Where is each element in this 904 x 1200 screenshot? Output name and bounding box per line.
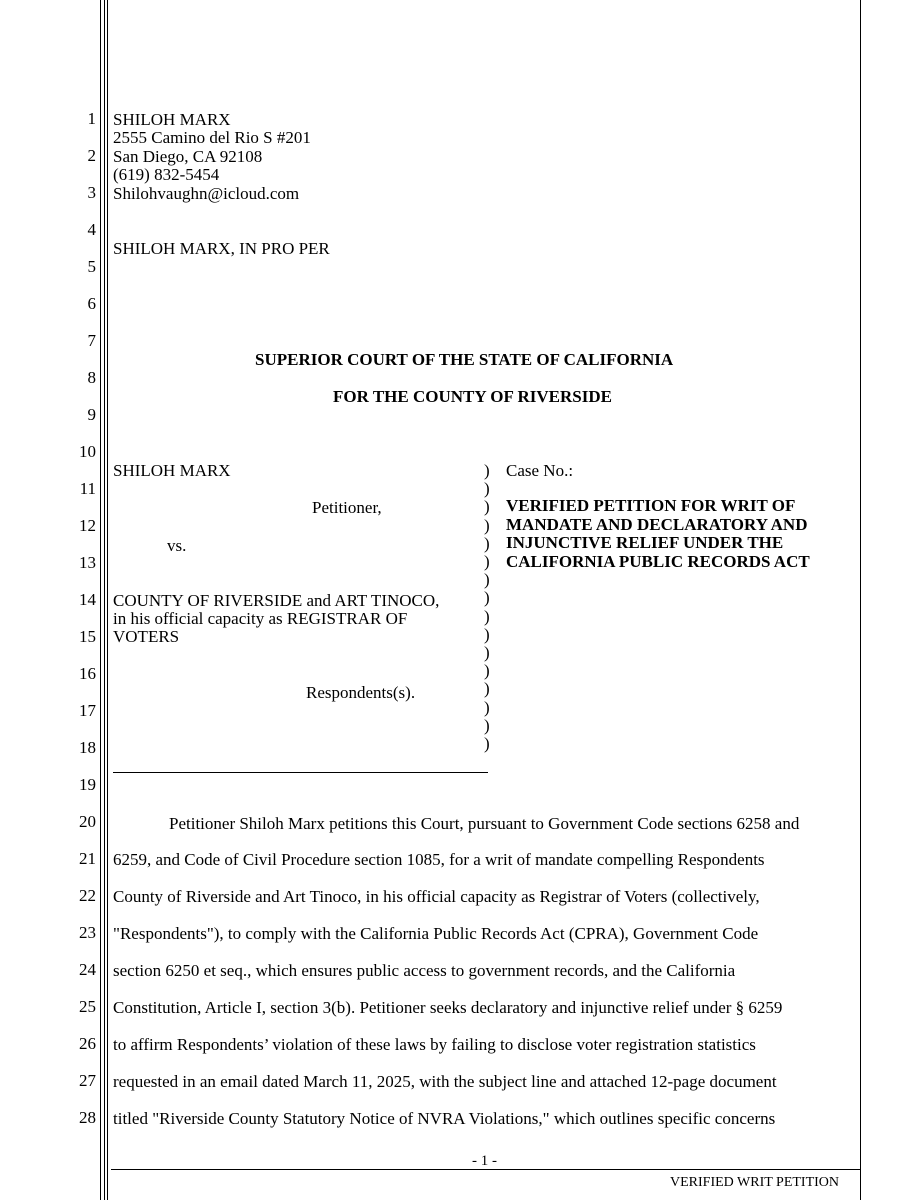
line-number: 28	[79, 1108, 96, 1127]
respondent-line-1: COUNTY OF RIVERSIDE and ART TINOCO,	[113, 591, 440, 610]
court-county: FOR THE COUNTY OF RIVERSIDE	[333, 387, 612, 406]
line-number: 2	[87, 146, 96, 165]
body-line: "Respondents"), to comply with the California Public Records Act (CPRA), Government Code	[113, 924, 759, 943]
case-number-label: Case No.:	[506, 461, 574, 480]
body-line: 6259, and Code of Civil Procedure section 1085, for a writ of mandate compelling Respondents	[113, 850, 765, 869]
line-number: 5	[87, 257, 96, 276]
line-number: 9	[87, 405, 96, 424]
body-line: section 6250 et seq., which ensures public access to government records, and the California	[113, 961, 736, 980]
line-number: 26	[79, 1034, 96, 1053]
line-number: 13	[79, 553, 96, 572]
header-name: SHILOH MARX	[113, 110, 231, 129]
page-number: - 1 -	[472, 1153, 497, 1169]
line-number: 12	[79, 516, 96, 535]
line-number: 17	[79, 701, 96, 720]
line-number: 14	[79, 590, 96, 609]
line-number: 23	[79, 923, 96, 942]
header-address-line-1: 2555 Camino del Rio S #201	[113, 128, 311, 147]
body-line: Constitution, Article I, section 3(b). Petitioner seeks declaratory and injunctive relief under § 6259	[113, 998, 783, 1017]
right-margin-rule	[860, 0, 861, 1200]
line-number: 6	[87, 294, 96, 313]
header-pro-per: SHILOH MARX, IN PRO PER	[113, 239, 330, 258]
line-number: 18	[79, 738, 96, 757]
respondent-line-2: in his official capacity as REGISTRAR OF	[113, 609, 408, 628]
line-number: 27	[79, 1071, 96, 1090]
line-number: 10	[79, 442, 96, 461]
petition-title-line: MANDATE AND DECLARATORY AND	[506, 514, 808, 534]
petitioner-label: Petitioner,	[312, 498, 382, 517]
left-margin-rule-3	[107, 0, 108, 1200]
versus-label: vs.	[167, 536, 187, 555]
line-number: 25	[79, 997, 96, 1016]
line-number: 21	[79, 849, 96, 868]
line-number: 11	[79, 479, 96, 498]
body-line: County of Riverside and Art Tinoco, in his official capacity as Registrar of Voters (collectively,	[113, 887, 760, 906]
petition-title-line: INJUNCTIVE RELIEF UNDER THE	[506, 533, 784, 552]
header-address-line-2: San Diego, CA 92108	[113, 147, 263, 166]
line-number: 7	[87, 331, 96, 350]
body-line: requested in an email dated March 11, 2025, with the subject line and attached 12-page document	[113, 1072, 777, 1091]
line-number: 3	[87, 183, 96, 202]
petition-title	[506, 497, 810, 571]
line-number: 1	[87, 109, 96, 128]
left-margin-rule	[100, 0, 101, 1200]
respondent-label: Respondents(s).	[306, 683, 416, 702]
body-line: to affirm Respondents’ violation of these laws by failing to disclose voter registration statistics	[113, 1035, 756, 1054]
footer-rule	[111, 1169, 860, 1170]
footer-title: VERIFIED WRIT PETITION	[670, 1175, 840, 1190]
line-number: 16	[79, 664, 96, 683]
caption-underline	[113, 772, 488, 773]
line-number: 8	[87, 368, 96, 387]
caption-parenthesis-column: ) ) ) ) ) ) ) ) ) ) ) ) ) ) ) )	[484, 461, 490, 754]
line-number: 4	[87, 220, 96, 239]
left-margin-rule-inner	[104, 0, 105, 1200]
header-email: Shilohvaughn@icloud.com	[113, 184, 300, 203]
petition-title-line: CALIFORNIA PUBLIC RECORDS ACT	[506, 551, 810, 571]
line-number: 15	[79, 627, 96, 646]
body-line: Petitioner Shiloh Marx petitions this Court, pursuant to Government Code sections 6258 and	[169, 814, 800, 833]
line-number: 20	[79, 812, 96, 831]
line-number: 22	[79, 886, 96, 905]
line-number: 19	[79, 775, 96, 794]
line-number: 24	[79, 960, 96, 979]
court-name: SUPERIOR COURT OF THE STATE OF CALIFORNIA	[255, 350, 674, 369]
header-phone: (619) 832-5454	[113, 165, 220, 184]
petitioner-name: SHILOH MARX	[113, 461, 231, 480]
body-line: titled "Riverside County Statutory Notice of NVRA Violations," which outlines specific concerns	[113, 1109, 776, 1128]
respondent-line-3: VOTERS	[113, 627, 180, 646]
petition-title-line: VERIFIED PETITION FOR WRIT OF	[506, 496, 796, 515]
